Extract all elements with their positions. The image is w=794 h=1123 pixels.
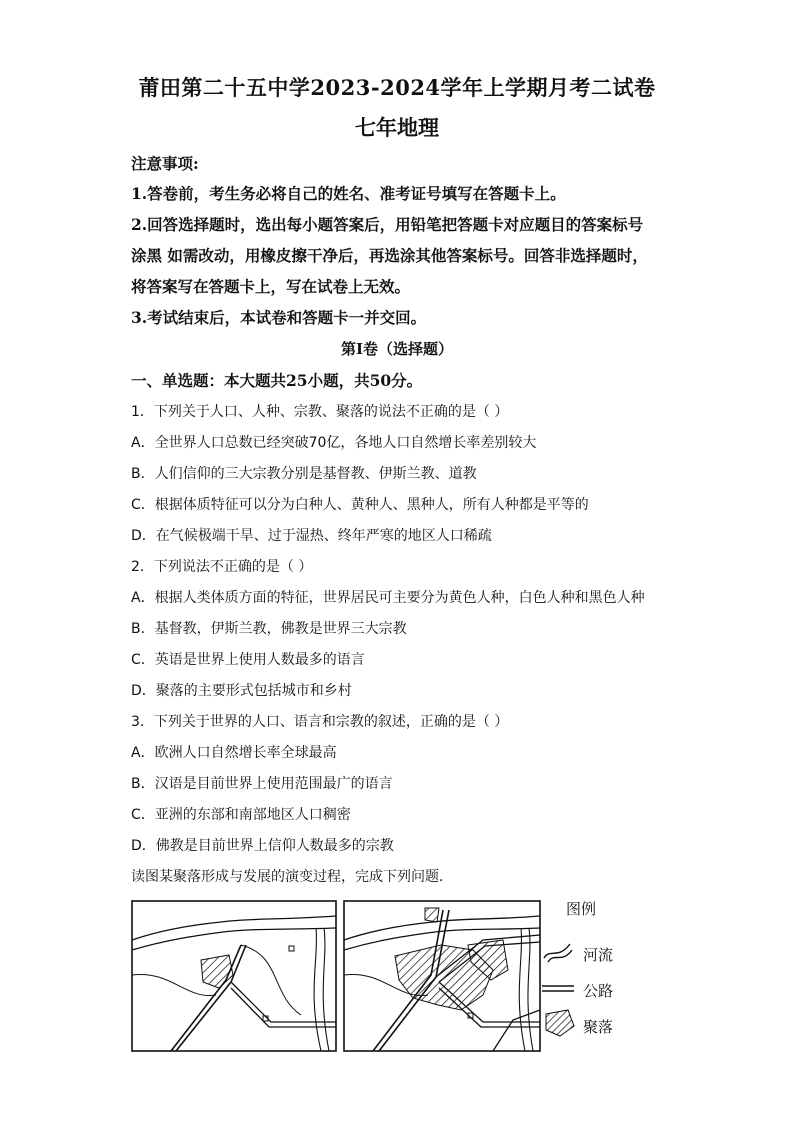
question-option: B．基督教，伊斯兰教，佛教是世界三大宗教 bbox=[131, 621, 407, 637]
question-option: D．聚落的主要形式包括城市和乡村 bbox=[131, 683, 352, 699]
notes-item: 涂黑 如需改动，用橡皮擦干净后，再选涂其他答案标号。回答非选择题时， bbox=[131, 246, 648, 265]
notes-item: 2.回答选择题时，选出每小题答案后，用铅笔把答题卡对应题目的答案标号 bbox=[131, 215, 644, 234]
reading-prompt: 读图某聚落形成与发展的演变过程，完成下列问题． bbox=[131, 869, 453, 885]
section-part: 一、单选题：本大题共25小题，共50分。 bbox=[131, 371, 423, 390]
section-title: 第I卷（选择题） bbox=[340, 340, 454, 358]
legend-symbols bbox=[540, 938, 576, 1038]
question-option: B．人们信仰的三大宗教分别是基督教、伊斯兰教、道教 bbox=[131, 466, 477, 482]
legend-settlement-label: 聚落 bbox=[583, 1018, 614, 1036]
legend-river-label: 河流 bbox=[583, 946, 614, 964]
question-stem: 1．下列关于人口、人种、宗教、聚落的说法不正确的是（ ） bbox=[131, 404, 509, 420]
notes-item: 3.考试结束后，本试卷和答题卡一并交回。 bbox=[131, 308, 427, 327]
question-option: A．根据人类体质方面的特征，世界居民可主要分为黄色人种，白色人种和黑色人种 bbox=[131, 590, 645, 606]
notes-item: 将答案写在答题卡上，写在试卷上无效。 bbox=[131, 277, 411, 296]
question-option: C．英语是世界上使用人数最多的语言 bbox=[131, 652, 365, 668]
notes-item: 1.答卷前，考生务必将自己的姓名、准考证号填写在答题卡上。 bbox=[131, 184, 566, 203]
question-option: C．根据体质特征可以分为白种人、黄种人、黑种人，所有人种都是平等的 bbox=[131, 497, 589, 513]
question-option: D．在气候极端干旱、过于湿热、终年严寒的地区人口稀疏 bbox=[131, 528, 492, 544]
question-stem: 2．下列说法不正确的是（ ） bbox=[131, 559, 313, 575]
question-option: A．欧洲人口自然增长率全球最高 bbox=[131, 745, 337, 761]
notes-heading: 注意事项: bbox=[131, 154, 199, 173]
question-option: C．亚洲的东部和南部地区人口稠密 bbox=[131, 807, 351, 823]
settlement-maps bbox=[131, 900, 541, 1052]
question-option: D．佛教是目前世界上信仰人数最多的宗教 bbox=[131, 838, 394, 854]
river-icon bbox=[544, 944, 572, 962]
legend-road-label: 公路 bbox=[583, 982, 614, 1000]
map-later bbox=[344, 901, 540, 1051]
map-early bbox=[132, 901, 336, 1051]
legend-title: 图例 bbox=[566, 900, 597, 918]
question-option: B．汉语是目前世界上使用范围最广的语言 bbox=[131, 776, 393, 792]
exam-title: 莆田第二十五中学2023-2024学年上学期月考二试卷 bbox=[138, 75, 656, 100]
question-stem: 3．下列关于世界的人口、语言和宗教的叙述，正确的是（ ） bbox=[131, 714, 509, 730]
exam-subtitle: 七年地理 bbox=[355, 115, 439, 140]
road-icon bbox=[542, 986, 574, 991]
settlement-icon bbox=[546, 1010, 574, 1036]
question-option: A．全世界人口总数已经突破70亿，各地人口自然增长率差别较大 bbox=[131, 435, 537, 451]
